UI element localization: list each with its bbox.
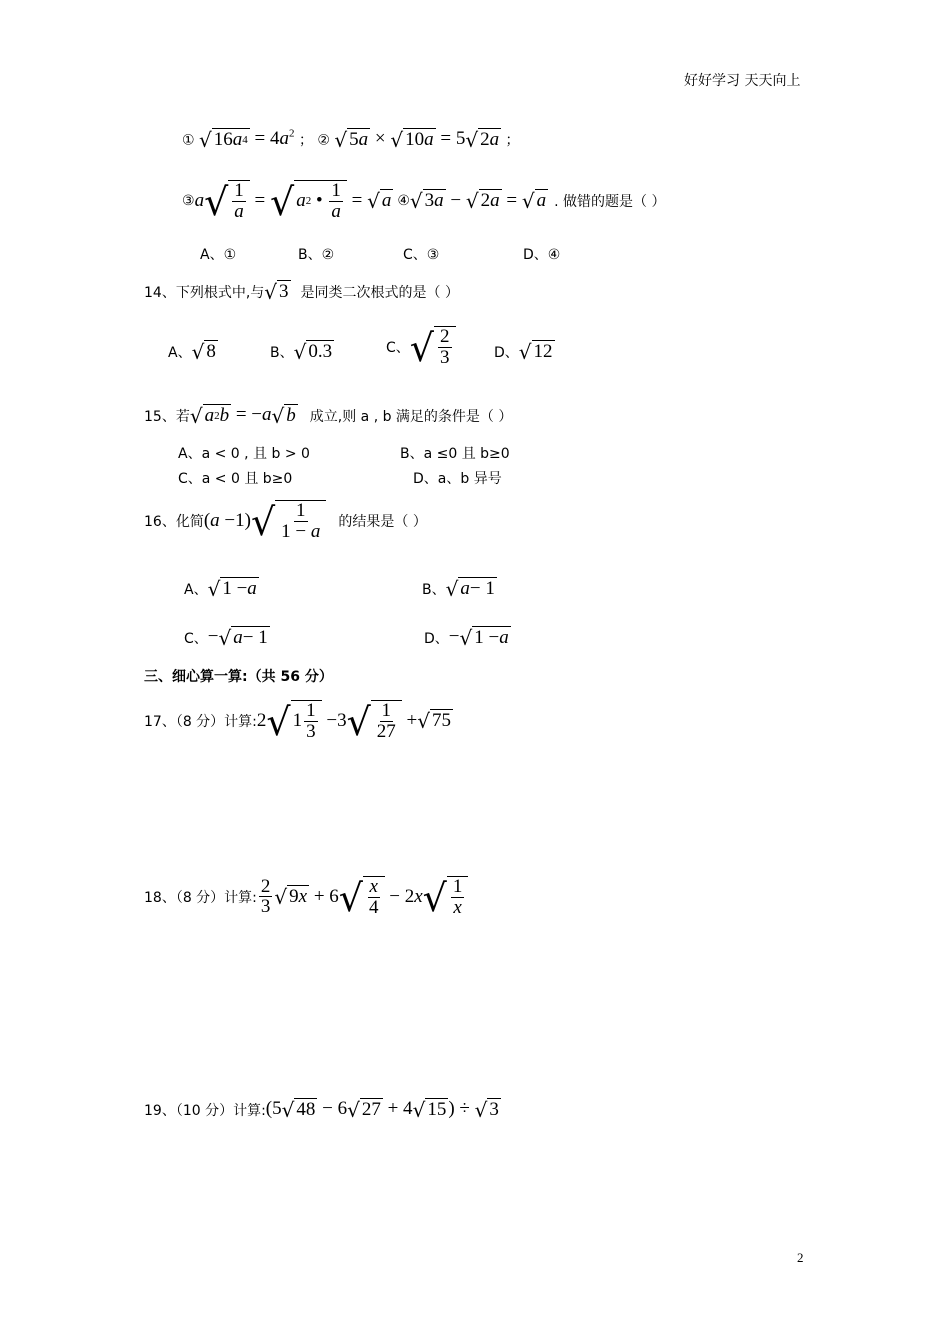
- q14-option-b: [270, 340, 334, 363]
- q13-circ1: ①: [182, 132, 195, 149]
- q13-option-c: C、③: [403, 247, 440, 263]
- q14-stem-before: 14、下列根式中,与: [144, 284, 265, 301]
- q14-option-c-math: √ $\frac{2}{3}$: [410, 326, 456, 368]
- q15-option-b: B、a ≤0 且 b≥0: [400, 446, 510, 462]
- q16-stem-after: 的结果是（ ）: [338, 513, 427, 530]
- q15-option-d: D、a、b 异号: [413, 471, 502, 487]
- q13-sep2: ；: [505, 132, 520, 149]
- q14-option-a-math: √ 8: [191, 340, 216, 365]
- q14-radical: √ 3: [264, 280, 289, 305]
- q16-option-c-label: C、: [184, 630, 208, 647]
- q14-option-d-label: D、: [494, 344, 519, 361]
- q13-prompt: . 做错的题是（ ）: [554, 193, 666, 210]
- q13-option-b: B、②: [298, 247, 335, 263]
- q19-expression: (5 √ 48 − 6 √ 27 + 4 √ 15 ) ÷ √ 3: [265, 1098, 499, 1123]
- q14-option-c: [386, 326, 456, 368]
- q19-label: 19、（10 分）计算:: [144, 1102, 266, 1119]
- q13-line2: [182, 180, 665, 222]
- q15-equation: √ a 2 b = −a √ b: [189, 404, 296, 429]
- q14-option-b-math: √ 0.3: [293, 340, 333, 365]
- q13-line1: [182, 128, 520, 151]
- q16-option-c: [184, 626, 270, 649]
- q13-circ3: ③: [182, 192, 195, 209]
- q15-stem: [144, 404, 512, 427]
- q15-stem-after: 成立,则 a , b 满足的条件是（ ）: [309, 408, 513, 425]
- q18: [144, 876, 468, 918]
- q16-stem-before: 16、化简: [144, 513, 204, 530]
- q13-option-a: A、①: [200, 247, 237, 263]
- q15-stem-before: 15、若: [144, 408, 190, 425]
- q13-eq2: √ 5 a × √ 10 a = 5 √ 2 a: [334, 128, 500, 153]
- q17-label: 17、（8 分）计算:: [144, 713, 257, 730]
- q18-expression: $\frac{2}{3}$ √ 9 x + 6 √ $\frac{x}{4}$ − 2 x √ $\frac{1}{x}$: [257, 876, 469, 918]
- q13-eq4: √ 3 a − √ 2 a = √ a: [409, 189, 547, 214]
- q14-stem: [144, 280, 459, 303]
- q14-option-b-label: B、: [270, 344, 294, 361]
- q14-option-d: [494, 340, 555, 363]
- q16-option-d-label: D、: [424, 630, 449, 647]
- q16-option-a-math: √ 1 − a: [207, 577, 257, 602]
- q13-circ2: ②: [317, 132, 330, 149]
- q13-sep1: ；: [298, 132, 313, 149]
- header-motto: 好好学习 天天向上: [684, 73, 801, 89]
- q16-option-a: [184, 577, 259, 600]
- q16-option-b: [422, 577, 497, 600]
- q14-stem-after: 是同类二次根式的是（ ）: [300, 284, 459, 301]
- page-number: 2: [797, 1250, 804, 1265]
- q19: [144, 1098, 501, 1121]
- section-title: 三、细心算一算:（共 56 分）: [144, 669, 333, 685]
- q15-option-a: A、a < 0 , 且 b > 0: [178, 446, 310, 462]
- q16-option-c-math: − √ a − 1: [207, 626, 268, 651]
- q16-expression: ( a −1) √ $\frac{1}{1 - a}$: [204, 500, 327, 542]
- q14-option-a: [168, 340, 218, 363]
- q13-option-d: D、④: [523, 247, 561, 263]
- q14-option-a-label: A、: [168, 344, 192, 361]
- q13-eq3: a √ $\frac{1}{a}$ = √ a 2 • $\frac{1}{a}$ = √ a: [194, 179, 392, 224]
- q13-eq1: √ 16 a 4 = $4a^2$: [199, 128, 295, 153]
- q16-option-d-math: − √ 1 − a: [448, 626, 509, 651]
- q14-option-d-math: √ 12: [518, 340, 553, 365]
- q17: [144, 700, 453, 742]
- q13-circ4: ④: [397, 192, 410, 209]
- q16-option-a-label: A、: [184, 581, 208, 598]
- q15-option-c: C、a < 0 且 b≥0: [178, 471, 293, 487]
- q16-option-b-label: B、: [422, 581, 446, 598]
- q18-label: 18、（8 分）计算:: [144, 889, 257, 906]
- q16-option-d: [424, 626, 511, 649]
- q16-option-b-math: √ a − 1: [445, 577, 495, 602]
- q17-expression: 2 √ 1 $\frac{1}{3}$ −3 √ $\frac{1}{27}$ + √ 75: [256, 699, 452, 744]
- q16-stem: [144, 500, 427, 542]
- q14-option-c-label: C、: [386, 339, 410, 356]
